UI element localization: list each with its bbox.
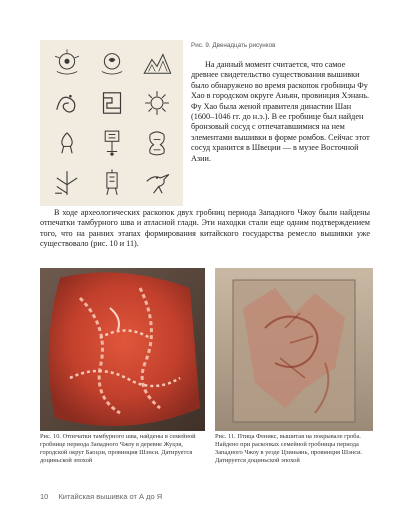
paragraph-text: На данный момент считается, что самое древнее свидетельство существования вышивки было обнаружено во время раскопок гробницы Фу Хао в городском округе Аньян, провинция Хэнань. Фу Хао была женой правителя династии Шан (1600–1046 гг. до н.э.). В ее гробнице был найден бронзовый сосуд с отпечатавшимися на нем элементами вышивки в форме ромбов. Сейчас этот сосуд хранится в Швеции — в музее Восточной Азии. (191, 60, 370, 163)
figure-10-caption: Рис. 10. Отпечатки тамбурного шва, найдены в семейной гробнице периода Западного Чжоу в деревне Жуцзя, городской округ Баоцзи, провинция Шэнси. Датируется доциньской эпохой (40, 433, 196, 464)
moon-symbol-icon (89, 43, 134, 83)
fu-symbol-icon (134, 123, 179, 163)
figure-10-photo (40, 268, 205, 431)
column-paragraph (191, 60, 371, 164)
paragraph-rest-text: двух гробниц периода Западного Чжоу были найдены отпечатки тамбурного шва и атласной глади. Эти находки стали еще одним подтверждением того, что на ранних этапах формирования китайского государства ремесло вышивки уже существовало (рис. 10 и 11). (40, 208, 371, 249)
page-number: 10 (40, 492, 49, 501)
dragon-symbol-icon (44, 83, 89, 123)
page-footer (40, 492, 162, 501)
cup-symbol-icon (44, 123, 89, 163)
paragraph-lead (40, 208, 370, 250)
stars-symbol-icon (89, 83, 134, 123)
figure-9-caption: Рис. 9. Двенадцать рисунков (191, 42, 276, 49)
figure-11-caption: Рис. 11. Птица Феникс, вышитая на покрывале гроба. Найдено при раскопках семейной гробницы периода Западного Чжоу в уезде Цзиньянь, провинция Шэнси. Датируется доциньской эпохой (215, 433, 363, 464)
mountain-symbol-icon (134, 43, 179, 83)
paragraph-lead-text: В ходе археологических раскопок (54, 208, 175, 217)
figure-11-photo (215, 268, 373, 431)
water-weed-symbol-icon (44, 163, 89, 203)
pheasant-symbol-icon (134, 83, 179, 123)
grain-symbol-icon (134, 163, 179, 203)
axe-symbol-icon (89, 123, 134, 163)
twelve-symbols-figure (40, 40, 183, 206)
full-width-paragraph (40, 208, 370, 250)
fire-symbol-icon (89, 163, 134, 203)
running-title: Китайская вышивка от А до Я (58, 492, 163, 501)
sun-symbol-icon (44, 43, 89, 83)
